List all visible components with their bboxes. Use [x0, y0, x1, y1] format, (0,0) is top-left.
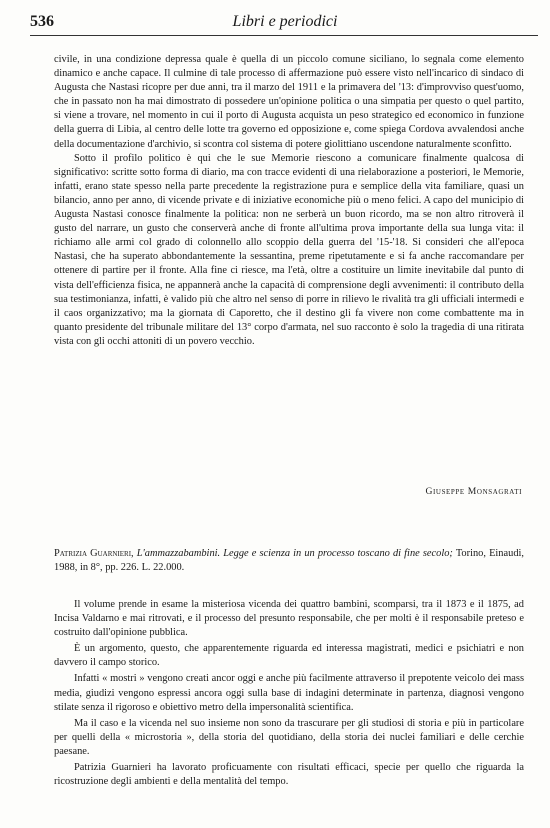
book-title: L'ammazzabambini. Legge e scienza in un processo toscano di fine secolo; — [136, 548, 453, 559]
review-paragraph: È un argomento, questo, che apparentemente riguarda ed interessa magistrati, medici e psichiatri e non davvero il campo storico. — [54, 643, 524, 669]
book-author: Patrizia Guarnieri, — [54, 548, 134, 559]
review-signature: Giuseppe Monsagrati — [425, 486, 522, 497]
review-paragraph: civile, in una condizione depressa quale è quella di un piccolo comune siciliano, lo segnala come elemento dinamico e anche capace. Il culmine di tale processo di affermazione può essere visto nell'incarico di sindaco di Augusta che Nastasi ricopre per due anni, tra il marzo del 1911 e la primavera del '13: d'improvviso quest'uomo, che in passato non ha mai dimostrato di possedere un'opinione politica o una simpatia per questo o quel partito, si viene a trovare, nel momento in cui il porto di Augusta acquista un peso strategico ed economico in funzione della guerra di Libia, al centro delle lotte tra governo ed opposizione e, come spiega Cordova avvalendosi anche della documentazione d'archivio, si scontra col sistema di potere giolittiano uscendone naturalmente sconfitto. — [54, 54, 524, 150]
review-paragraph: Il volume prende in esame la misteriosa vicenda dei quattro bambini, scomparsi, tra il 1873 e il 1875, ad Incisa Valdarno e mai ritrovati, e il processo del presunto responsabile, che per molti è il responsabile preteso e costruito dall'opinione pubblica. — [54, 599, 524, 639]
review-monsagrati — [54, 53, 524, 349]
review-paragraph: Infatti « mostri » vengono creati ancor oggi e anche più facilmente attraverso il prepotente veicolo dei mass media, giudizi vengono espressi ancora oggi sulla base di indagini determinate in partenza, diagnosi vengono stilate senza il rigoroso e obiettivo metro della impersonalità scientifica. — [54, 673, 524, 713]
page-number: 536 — [30, 13, 54, 30]
header-rule — [30, 35, 538, 36]
page-header — [30, 13, 540, 35]
review-paragraph: Patrizia Guarnieri ha lavorato proficuamente con risultati efficaci, specie per quello che riguarda la ricostruzione degli ambienti e della mentalità del tempo. — [54, 762, 524, 788]
book-publication: Torino, Einaudi, 1988, in 8°, pp. 226. L. 22.000. — [54, 548, 524, 574]
running-title: Libri e periodici — [232, 13, 338, 30]
review-paragraph: Ma il caso e la vicenda nel suo insieme non sono da trascurare per gli studiosi di storia e più in particolare per quelli della « microstoria », della storia del quotidiano, della storia dei nuclei familiari e delle cerchie paesane. — [54, 717, 524, 757]
bibliographic-entry — [54, 547, 524, 575]
review-guarnieri — [54, 598, 524, 791]
review-paragraph: Sotto il profilo politico è qui che le sue Memorie riescono a comunicare finalmente qualcosa di significativo: scritte sotto forma di diario, ma con tracce evidenti di una rielaborazione a posteriori, le Memorie, infatti, erano state spesso nella parte precedente la registrazione pura e semplice della vita familiare, quasi un bilancio, anno per anno, di vicende private e di iniziative economiche più o meno felici. A capo del municipio di Augusta Nastasi conosce finalmente la politica: non ne serberà un buon ricordo, ma se non altro ritroverà il gusto del narrare, un gusto che conserverà anche di fronte all'ultima prova importante della sua lunga vita: il richiamo alle armi col grado di colonnello allo scoppio della guerra del '15-'18. Si consideri che all'epoca Nastasi, che ha superato abbondantemente la sessantina, preme ripetutamente e si fa anche raccomandare per ottenere di partire per il fronte. Alla fine ci riesce, ma l'età, oltre a costituire un limite inevitabile dal punto di vista dell'efficienza fisica, ne appannerà anche la capacità di comprensione degli avvenimenti: il contributo della sua testimonianza, infatti, è valido più che altro nel senso di porre in rilievo le rivalità tra gli ufficiali intermedi e il caos organizzativo; ma la giornata di Caporetto, che il destino gli fa vivere non come combattente ma in quanto presidente del tribunale militare del 13° corpo d'armata, nel suo racconto è solo la tragedia di una ritirata vista con gli occhi attoniti di un povero vecchio. — [54, 152, 524, 347]
